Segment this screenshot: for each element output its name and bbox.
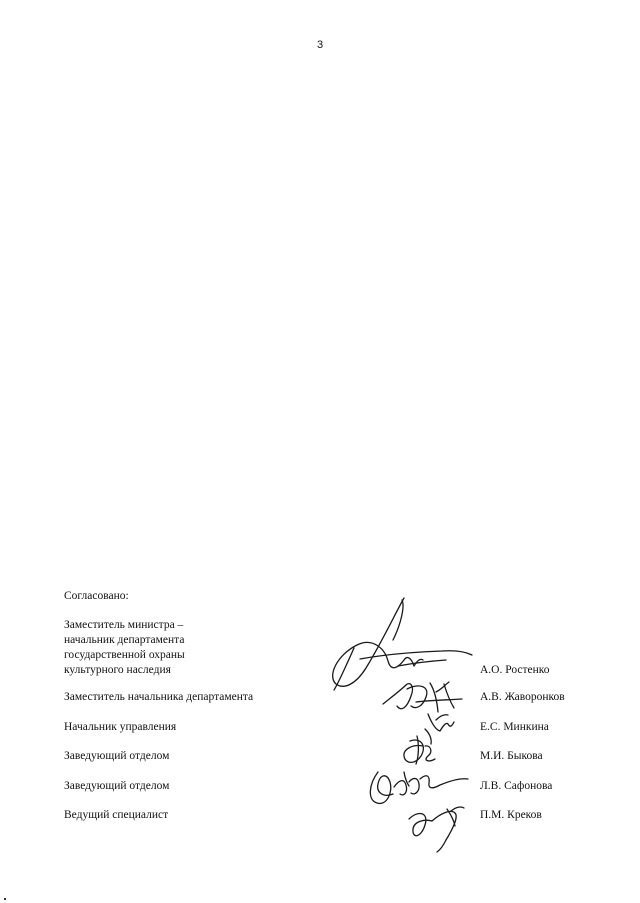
- person-name: П.М. Креков: [480, 809, 542, 821]
- person-name: Л.В. Сафонова: [480, 780, 553, 792]
- position-title: Начальник управления: [64, 721, 177, 733]
- position-title: Заместитель начальника департамента: [64, 691, 254, 703]
- person-name: Е.С. Минкина: [480, 721, 549, 733]
- position-title: Заместитель министра – начальник департамента государственной охраны культурного наследия: [64, 619, 185, 676]
- approval-row: [64, 618, 604, 678]
- person-name: А.В. Жаворонков: [480, 691, 565, 703]
- position-title: Заведующий отделом: [64, 750, 170, 762]
- position-title: Ведущий специалист: [64, 809, 169, 821]
- scan-speck: [4, 898, 6, 900]
- person-name: А.О. Ростенко: [480, 664, 550, 676]
- person-name: М.И. Быкова: [480, 750, 543, 762]
- approval-row: [64, 808, 604, 823]
- approval-row: [64, 779, 604, 794]
- position-title: Заведующий отделом: [64, 780, 170, 792]
- approval-row: [64, 690, 604, 705]
- page-number: 3: [316, 39, 324, 51]
- approval-title: Согласовано:: [64, 590, 129, 602]
- approval-row: [64, 749, 604, 764]
- approval-row: [64, 720, 604, 735]
